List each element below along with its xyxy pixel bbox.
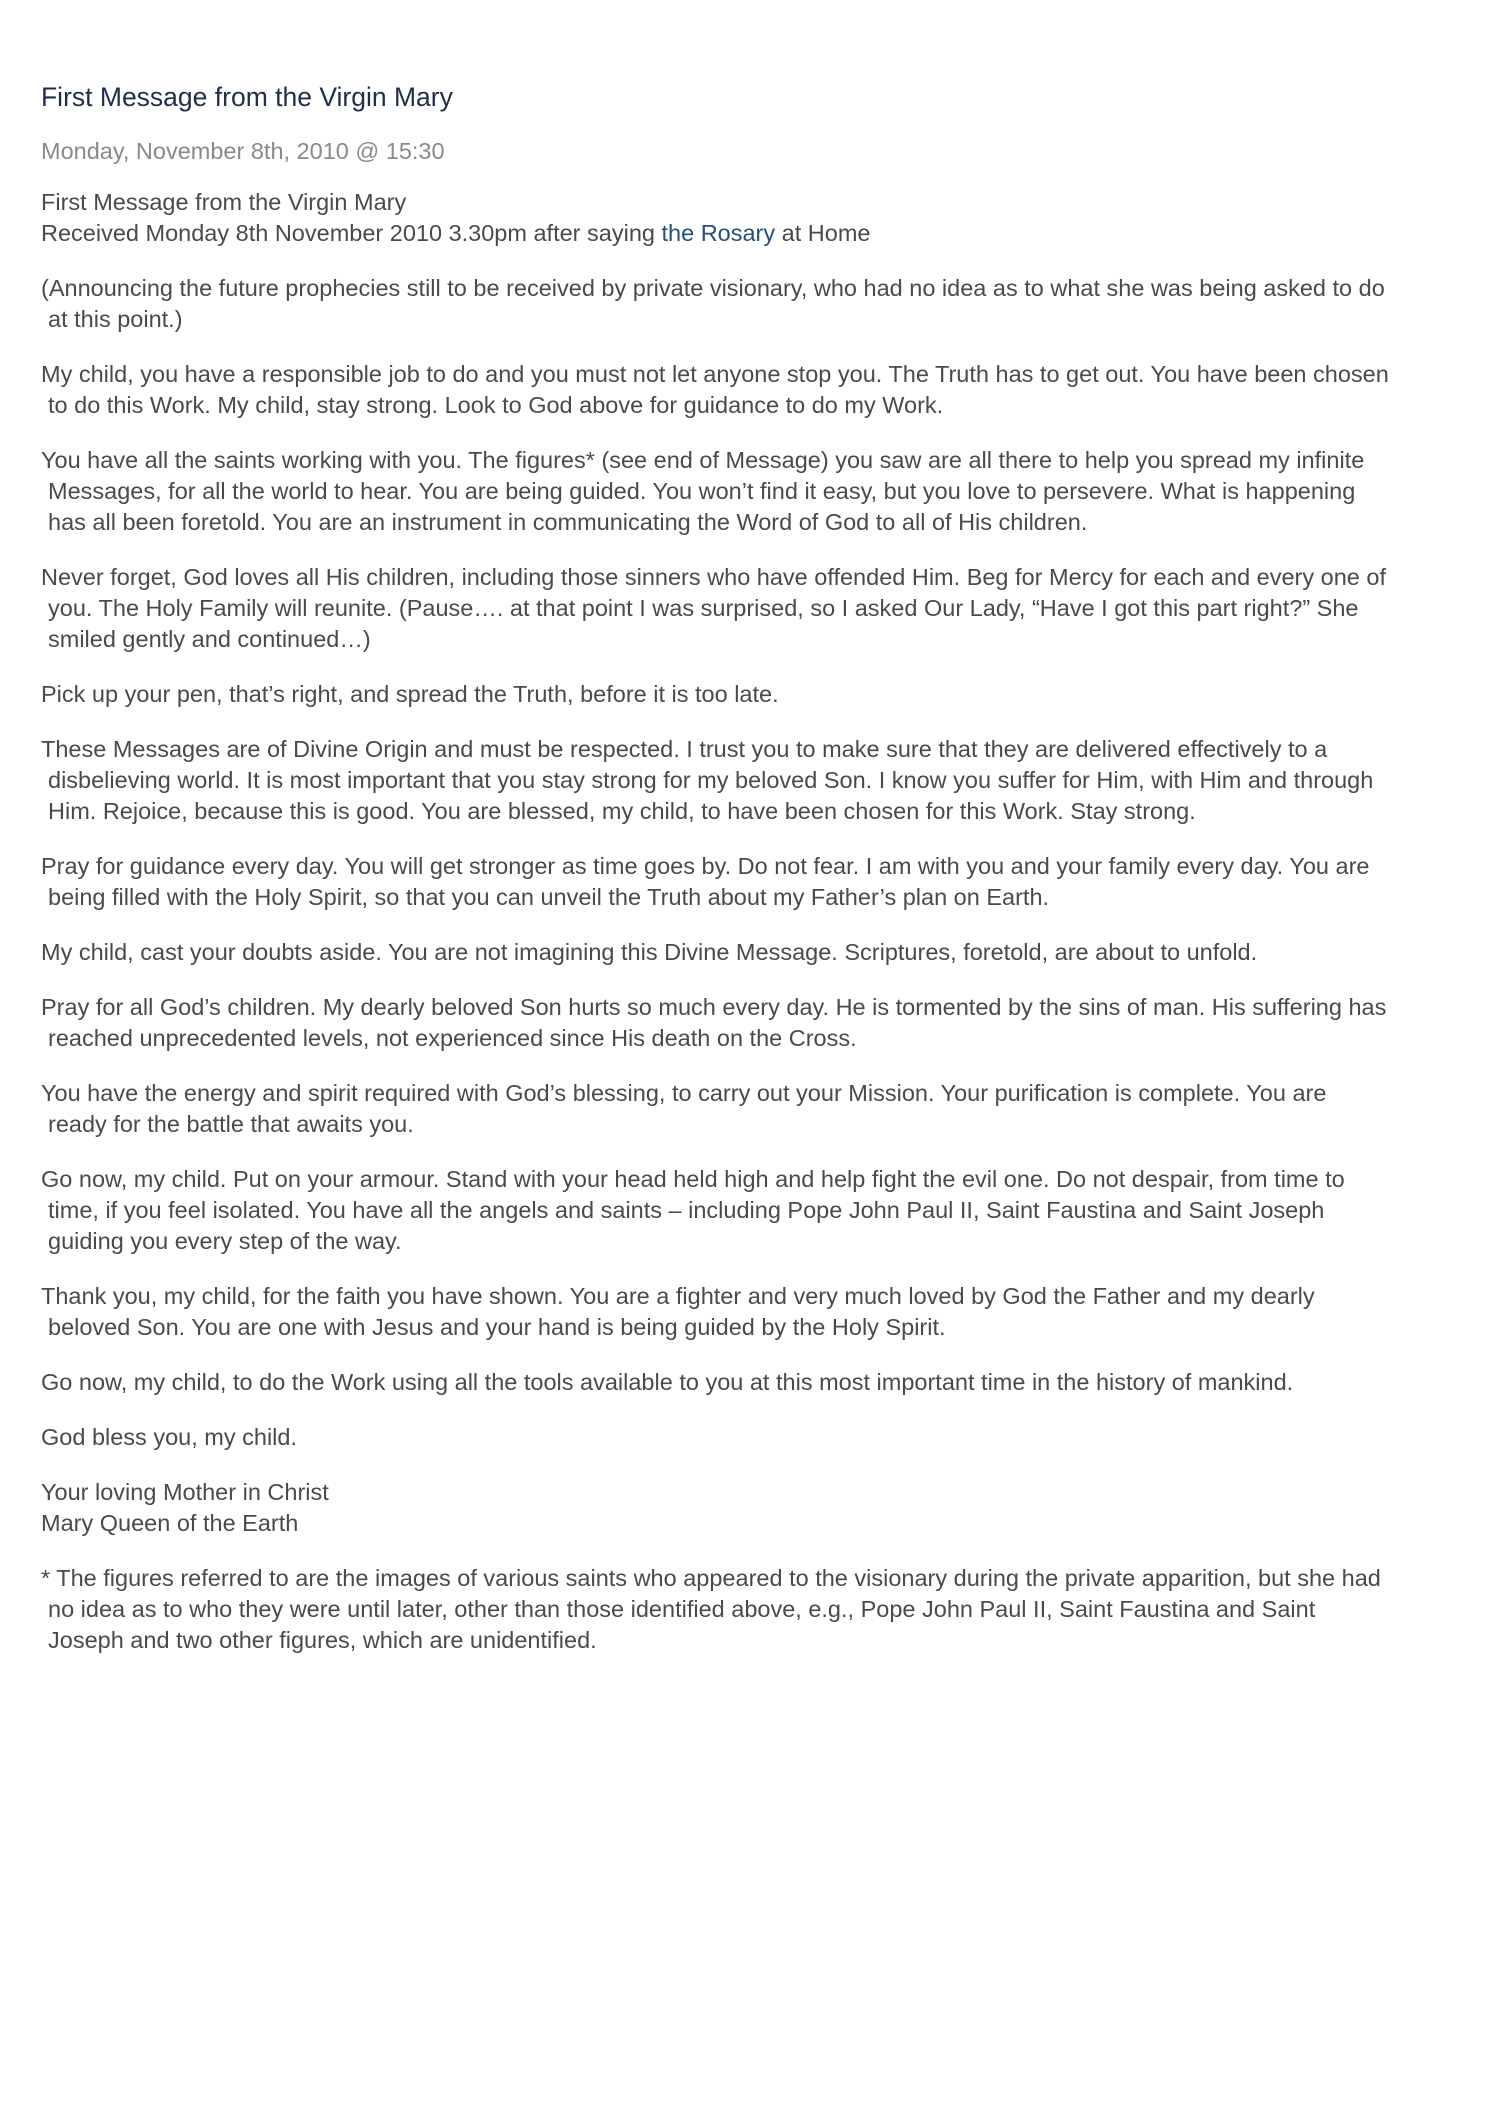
signature-line-1: Your loving Mother in Christ xyxy=(41,1479,329,1505)
message-paragraphs xyxy=(41,273,1471,1453)
paragraph-line: Go now, my child. Put on your armour. Stand with your head held high and help fight the evil one. Do not despair, from time to xyxy=(41,1166,1345,1192)
paragraph-line: at this point.) xyxy=(48,306,183,332)
paragraph-line: You have the energy and spirit required with God’s blessing, to carry out your Mission. Your purification is complete. You are xyxy=(41,1080,1327,1106)
message-paragraph xyxy=(41,734,1471,827)
post-date: Monday, November 8th, 2010 @ 15:30 xyxy=(41,138,445,164)
paragraph-line: being filled with the Holy Spirit, so that you can unveil the Truth about my Father’s plan on Earth. xyxy=(48,884,1050,910)
paragraph-line: Him. Rejoice, because this is good. You are blessed, my child, to have been chosen for this Work. Stay strong. xyxy=(48,798,1196,824)
paragraph-line: disbelieving world. It is most important that you stay strong for my beloved Son. I know you suffer for Him, with Him and through xyxy=(48,767,1374,793)
message-paragraph xyxy=(41,1367,1471,1398)
paragraph-line: to do this Work. My child, stay strong. Look to God above for guidance to do my Work. xyxy=(48,392,944,418)
signature-line-2: Mary Queen of the Earth xyxy=(41,1510,299,1536)
paragraph-line: Pray for all God’s children. My dearly beloved Son hurts so much every day. He is tormented by the sins of man. His suffering has xyxy=(41,994,1387,1020)
message-paragraph xyxy=(41,937,1471,968)
footnote-line: Joseph and two other figures, which are unidentified. xyxy=(48,1627,597,1653)
signature-block xyxy=(41,1477,1471,1539)
footnote xyxy=(41,1563,1471,1656)
message-paragraph xyxy=(41,273,1471,335)
intro-line-1: First Message from the Virgin Mary xyxy=(41,189,407,215)
message-paragraph xyxy=(41,1281,1471,1343)
message-paragraph xyxy=(41,992,1471,1054)
message-paragraph xyxy=(41,1422,1471,1453)
paragraph-line: reached unprecedented levels, not experienced since His death on the Cross. xyxy=(48,1025,857,1051)
paragraph-line: God bless you, my child. xyxy=(41,1424,297,1450)
intro-text-before: Received Monday 8th November 2010 3.30pm after saying xyxy=(41,220,662,246)
document-page xyxy=(41,78,1471,1680)
page-title: First Message from the Virgin Mary xyxy=(41,82,453,112)
message-paragraph xyxy=(41,851,1471,913)
message-paragraph xyxy=(41,1164,1471,1257)
paragraph-line: Pray for guidance every day. You will get stronger as time goes by. Do not fear. I am with you and your family every day. You are xyxy=(41,853,1370,879)
footnote-line: * The figures referred to are the images of various saints who appeared to the visionary during the private apparition, but she had xyxy=(41,1565,1381,1591)
message-paragraph xyxy=(41,359,1471,421)
paragraph-line: Thank you, my child, for the faith you have shown. You are a fighter and very much loved by God the Father and my dearly xyxy=(41,1283,1315,1309)
message-body xyxy=(41,187,1471,1656)
paragraph-line: My child, cast your doubts aside. You are not imagining this Divine Message. Scriptures, foretold, are about to unfold. xyxy=(41,939,1258,965)
rosary-link[interactable]: the Rosary xyxy=(661,220,776,246)
paragraph-line: My child, you have a responsible job to do and you must not let anyone stop you. The Truth has to get out. You have been chosen xyxy=(41,361,1389,387)
message-paragraph xyxy=(41,445,1471,538)
paragraph-line: beloved Son. You are one with Jesus and your hand is being guided by the Holy Spirit. xyxy=(48,1314,946,1340)
paragraph-line: you. The Holy Family will reunite. (Pause…. at that point I was surprised, so I asked Our Lady, “Have I got this part right?” She xyxy=(48,595,1359,621)
paragraph-line: Messages, for all the world to hear. You are being guided. You won’t find it easy, but you love to persevere. What is happening xyxy=(48,478,1356,504)
intro-block xyxy=(41,187,1471,249)
paragraph-line: These Messages are of Divine Origin and must be respected. I trust you to make sure that they are delivered effectively to a xyxy=(41,736,1328,762)
paragraph-line: time, if you feel isolated. You have all the angels and saints – including Pope John Paul II, Saint Faustina and Saint Joseph xyxy=(48,1197,1325,1223)
paragraph-line: guiding you every step of the way. xyxy=(48,1228,402,1254)
message-paragraph xyxy=(41,1078,1471,1140)
paragraph-line: Go now, my child, to do the Work using all the tools available to you at this most important time in the history of mankind. xyxy=(41,1369,1294,1395)
paragraph-line: Never forget, God loves all His children, including those sinners who have offended Him. Beg for Mercy for each and every one of xyxy=(41,564,1386,590)
paragraph-line: ready for the battle that awaits you. xyxy=(48,1111,414,1137)
paragraph-line: You have all the saints working with you. The figures* (see end of Message) you saw are all there to help you spread my infinite xyxy=(41,447,1365,473)
paragraph-line: Pick up your pen, that’s right, and spread the Truth, before it is too late. xyxy=(41,681,779,707)
paragraph-line: smiled gently and continued…) xyxy=(48,626,371,652)
footnote-line: no idea as to who they were until later, other than those identified above, e.g., Pope John Paul II, Saint Faustina and Saint xyxy=(48,1596,1316,1622)
paragraph-line: (Announcing the future prophecies still to be received by private visionary, who had no idea as to what she was being asked to do xyxy=(41,275,1385,301)
paragraph-line: has all been foretold. You are an instrument in communicating the Word of God to all of His children. xyxy=(48,509,1088,535)
message-paragraph xyxy=(41,562,1471,655)
message-paragraph xyxy=(41,679,1471,710)
intro-text-after: at Home xyxy=(775,220,871,246)
intro-line-2 xyxy=(41,218,1471,249)
